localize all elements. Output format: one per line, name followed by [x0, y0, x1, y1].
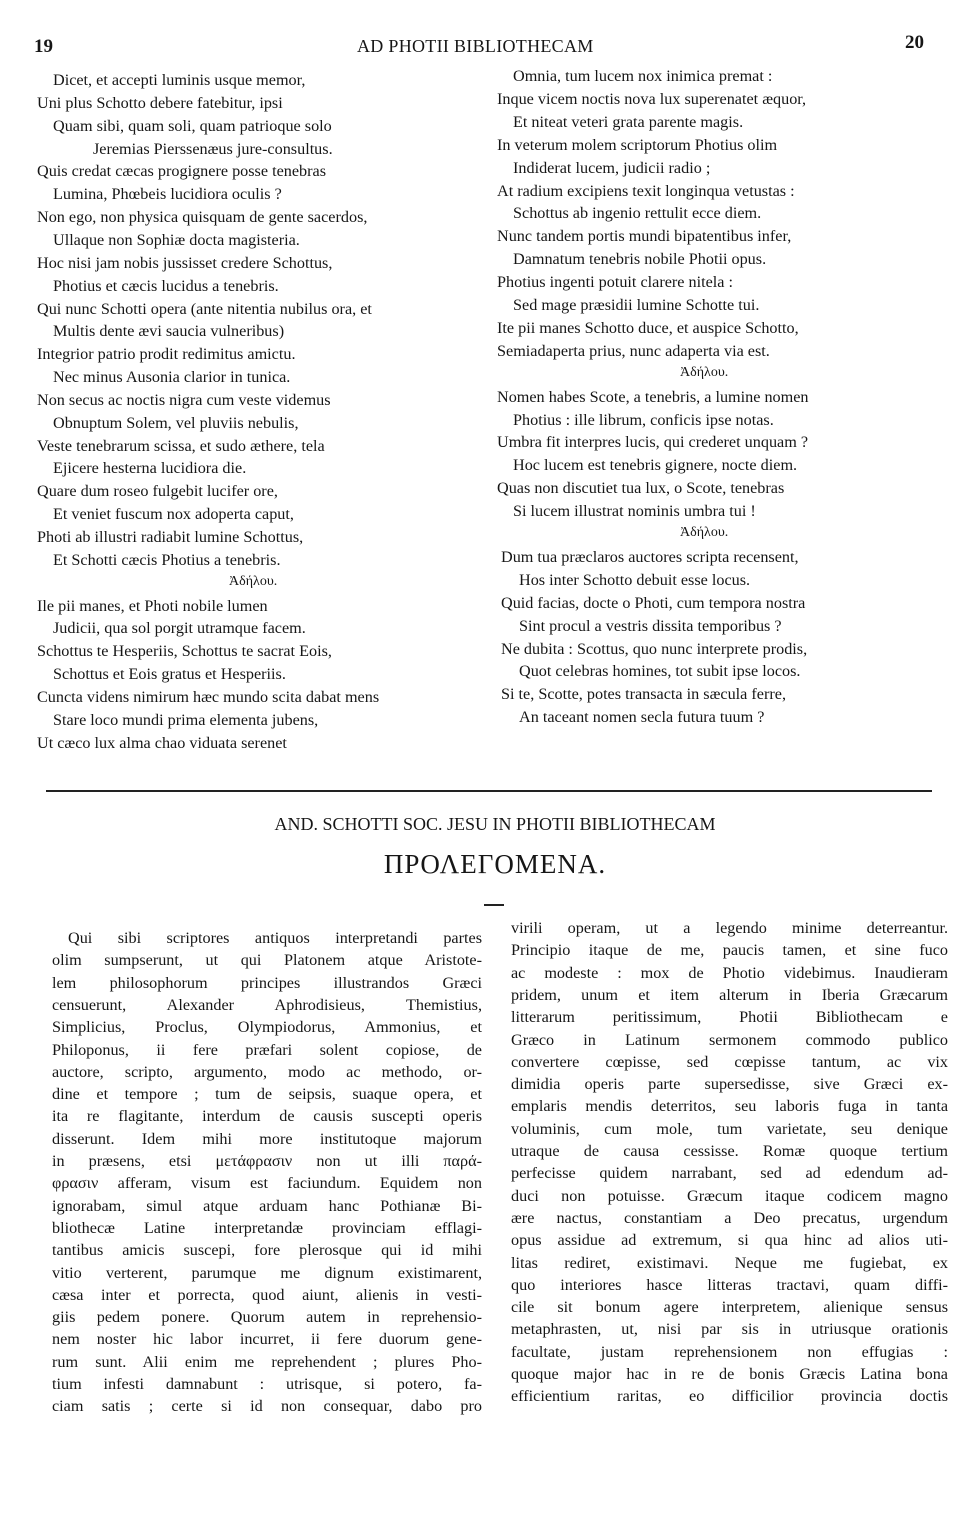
poem-line: Umbra fit interpres lucis, qui crederet unquam ?	[497, 433, 809, 452]
prose-line: olim sumpserunt, ut qui Platonem atque Aristote-	[52, 951, 482, 970]
prose-line: dine et tempore ; tum de seipsis, suaque opera, et	[52, 1085, 482, 1104]
running-title: AD PHOTII BIBLIOTHECAM	[357, 36, 594, 56]
prose-line: giis pedem ponere. Quorum autem in reprehensio-	[52, 1308, 482, 1327]
prose-line: litas rediret, existimavi. Neque me fugiebat, ex	[511, 1253, 948, 1272]
poem-line: Ut cæco lux alma chao viduata serenet	[37, 733, 287, 752]
prose-line: duci non potuisse. Græcum itaque codicem magno	[511, 1186, 948, 1205]
poem-line: Damnatum tenebris nobile Photii opus.	[513, 250, 767, 269]
poem-line: Photius ingenti potuit clarere nitela :	[497, 273, 734, 292]
prose-line: in præsens, etsi μετάφρασιν non ut illi παρά-	[52, 1152, 482, 1170]
poem-line: Dum tua præclaros auctores scripta recensent,	[501, 547, 799, 566]
poem-line: Quis credat cæcas progignere posse tenebras	[37, 162, 327, 181]
poem-line: Inque vicem noctis nova lux superenatet æquor,	[497, 89, 807, 108]
poem-line: Nomen habes Scote, a tenebris, a lumine nomen	[497, 387, 809, 406]
page-number-right: 20	[905, 32, 924, 53]
poem-line: Quot celebras homines, tot subit ipse locos.	[519, 662, 801, 681]
poem-line: Indiderat lucem, judicii radio ;	[513, 158, 711, 177]
prose-line: convertere cœpisse, sed cœpisse tantum, ac vix	[511, 1052, 948, 1071]
poem-line: Quas non discutiet tua lux, o Scote, tenebras	[497, 479, 785, 498]
poem-line: Jeremias Pierssenæus jure-consultus.	[93, 139, 333, 158]
poem-line: Ejicere hesterna lucidiora die.	[53, 459, 247, 478]
anonymous-attribution: Ἀδήλου.	[229, 573, 278, 589]
poem-line: Non secus ac noctis nigra cum veste videmus	[37, 390, 331, 409]
poem-line: Integrior patrio prodit redimitus amictu.	[37, 345, 296, 364]
anonymous-attribution: Ἀδήλου.	[680, 525, 729, 540]
prose-line: facultate, justam reprehensionem non effugias :	[511, 1342, 948, 1361]
poem-line: Sed mage præsidii lumine Schotte tui.	[513, 296, 760, 314]
prose-line: cæsa inter et porrecta, quod aiunt, alienis in vesti-	[52, 1285, 482, 1304]
prose-line: ac modeste : mox de Photio videbimus. Inaudieram	[511, 963, 948, 982]
prose-line: cile sit bonum agere interpretem, alienique sensus	[511, 1298, 948, 1317]
poem-line: At radium excipiens texit longinqua vetustas :	[497, 181, 795, 200]
prose-line: tantibus amicis suscepi, fore plerosque qui id mihi	[52, 1241, 482, 1260]
poem-line: Photi ab illustri radiabit lumine Schottus,	[37, 528, 304, 546]
prose-line: metaphrasten, ut, nisi par sis in utriusque orationis	[511, 1320, 948, 1339]
poem-line: Obnuptum Solem, vel pluviis nebulis,	[53, 413, 299, 432]
poem-line: Et niteat veteri grata parente magis.	[513, 112, 744, 131]
prose-line: Principio itaque de me, paucis tamen, et sine fuco	[511, 941, 948, 960]
poem-line: Dicet, et accepti luminis usque memor,	[53, 71, 306, 89]
prose-line: vitio verterent, parumque me dignum existimarent,	[52, 1263, 482, 1282]
prose-line: utraque de causa cessisse. Romæ quoque tertium	[511, 1142, 948, 1160]
prose-line: opus assidue ad extremum, si qua hinc ad alios uti-	[511, 1231, 948, 1250]
section-heading: AND. SCHOTTI SOC. JESU IN PHOTII BIBLIOTHECAM	[274, 814, 716, 834]
poem-line: Nec minus Ausonia clarior in tunica.	[53, 368, 291, 387]
poem-line: Ne dubita : Scottus, quo nunc interprete prodis,	[501, 639, 808, 658]
prose-line: φρασιν afferam, visum est faciundum. Equidem non	[52, 1174, 482, 1193]
poem-line: Quam sibi, quam soli, quam patrioque solo	[53, 116, 332, 135]
poem-line: Cuncta videns nimirum hæc mundo scita dabat mens	[37, 687, 380, 706]
prose-line: nem noster hic labor incurret, ii fere duorum gene-	[52, 1330, 482, 1349]
poem-line: Lumina, Phœbeis lucidiora oculis ?	[53, 185, 282, 204]
poem-line: Nunc tandem portis mundi bipatentibus infer,	[497, 227, 792, 246]
section-divider	[46, 790, 932, 792]
poem-line: Ile pii manes, et Photi nobile lumen	[37, 596, 268, 615]
poem-line: Hoc lucem est tenebris gignere, nocte diem.	[513, 456, 798, 475]
prose-line: efficientium raritas, eo difficilior provincia doctis	[511, 1387, 948, 1406]
poem-line: Qui nunc Schotti opera (ante nitentia nubilus ora, et	[37, 299, 372, 318]
poem-line: Schottus et Eois gratus et Hesperiis.	[53, 665, 286, 684]
poem-line: Schottus ab ingenio rettulit ecce diem.	[513, 204, 762, 223]
poem-line: Multis dente ævi saucia vulneribus)	[53, 322, 285, 341]
poem-line: Stare loco mundi prima elementa jubens,	[53, 710, 319, 729]
prose-line: disserunt. Idem mihi more institutoque majorum	[52, 1129, 482, 1148]
prose-line: rum sunt. Alii enim me reprehendent ; plures Pho-	[52, 1352, 482, 1371]
poem-line: Si te, Scotte, potes transacta in sæcula ferre,	[501, 685, 786, 704]
prose-line: pridem, unum et item alterum in Iberia Græcarum	[511, 985, 948, 1004]
poem-line: Schottus te Hesperiis, Schottus te sacrat Eois,	[37, 642, 332, 661]
prose-line: auctore, scripto, argumento, modo ac methodo, or-	[52, 1062, 482, 1081]
poem-line: Hos inter Schotto debuit esse locus.	[519, 570, 751, 589]
poem-line: Et Schotti cæcis Photius a tenebris.	[53, 550, 281, 569]
poem-line: Si lucem illustrat nominis umbra tui !	[513, 502, 756, 521]
poem-line: Hoc nisi jam nobis jussisset credere Schottus,	[37, 253, 333, 272]
prose-line: lem philosophorum principes illustrandos Græci	[52, 973, 482, 992]
prose-line: quoque major hac in re de bonis Græcis Latina bona	[511, 1365, 948, 1383]
prose-line: censuerunt, Alexander Aphrodisieus, Themistius,	[52, 995, 482, 1014]
poem-line: Uni plus Schotto debere fatebitur, ipsi	[37, 93, 283, 112]
prose-line: Simplicius, Proclus, Olympiodorus, Ammonius, et	[52, 1018, 482, 1037]
prose-line: ita re flagitante, interdum de causis suscepti operis	[52, 1107, 482, 1126]
prose-line: virili operam, ut a legendo minime deterreantur.	[511, 919, 948, 937]
poem-line: Ullaque non Sophiæ docta magisteria.	[53, 230, 300, 249]
anonymous-attribution: Ἀδήλου.	[680, 364, 729, 380]
prose-line: Philoponus, ii fere præfari solent copiose, de	[52, 1040, 482, 1059]
poem-line: Quid facias, docte o Photi, cum tempora nostra	[501, 593, 806, 612]
prose-line: ciam satis ; certe si id non consequar, dabo pro	[52, 1397, 482, 1416]
prose-line: tium infesti damnabunt : utrisque, si potero, fa-	[52, 1375, 482, 1393]
prose-line: ære nactus, constantiam a Deo precatus, urgendum	[511, 1208, 948, 1227]
prose-line: ignorabam, simul atque arduam hanc Pothianæ Bi-	[52, 1196, 482, 1215]
poem-line: Et veniet fuscum nox adoperta caput,	[53, 505, 294, 524]
poem-line: An taceant nomen secla futura tuum ?	[519, 708, 765, 727]
section-title: ΠΡΟΛΕΓΟΜΕΝΑ.	[383, 849, 607, 879]
poem-line: Ite pii manes Schotto duce, et auspice Schotto,	[497, 318, 799, 337]
prose-line: bliothecæ Latine interpretandæ provinciam efflagi-	[52, 1218, 482, 1237]
poem-line: Quare dum roseo fulgebit lucifer ore,	[37, 482, 278, 501]
poem-line: Veste tenebrarum scissa, et sudo æthere, tela	[37, 436, 325, 455]
prose-line: dimidia operis parte supersedisse, sive Græci ex-	[511, 1075, 948, 1094]
poem-line: Omnia, tum lucem nox inimica premat :	[513, 67, 773, 85]
poem-line: Non ego, non physica quisquam de gente sacerdos,	[37, 208, 368, 227]
poem-line: Photius : ille librum, conficis ipse notas.	[513, 410, 774, 429]
poem-line: Sint procul a vestris dissita temporibus ?	[519, 616, 782, 635]
poem-line: Semiadaperta prius, nunc adaperta via est.	[497, 341, 770, 360]
prose-line: perfecisse quidem narrabant, sed ad edendum ad-	[511, 1164, 948, 1183]
poem-line: Judicii, qua sol porgit utramque facem.	[53, 619, 306, 638]
prose-line: quo interiores hasce litteras tractavi, quam diffi-	[511, 1275, 948, 1294]
prose-line: litterarum peritissimum, Photii Bibliothecam e	[511, 1008, 948, 1027]
prose-line: Qui sibi scriptores antiquos interpretandi partes	[68, 929, 482, 947]
prose-line: Græco in Latinum sermonem commodo publico	[511, 1030, 948, 1049]
poem-line: Photius et cæcis lucidus a tenebris.	[53, 276, 279, 295]
page-number-left: 19	[34, 36, 53, 57]
prose-line: emplaris mendis deterritos, seu laboris fuga in tanta	[511, 1097, 948, 1116]
poem-line: In veterum molem scriptorum Photius olim	[497, 135, 778, 154]
prose-line: voluminis, cum mole, tum varietate, seu denique	[511, 1119, 948, 1138]
title-dash	[484, 904, 504, 906]
